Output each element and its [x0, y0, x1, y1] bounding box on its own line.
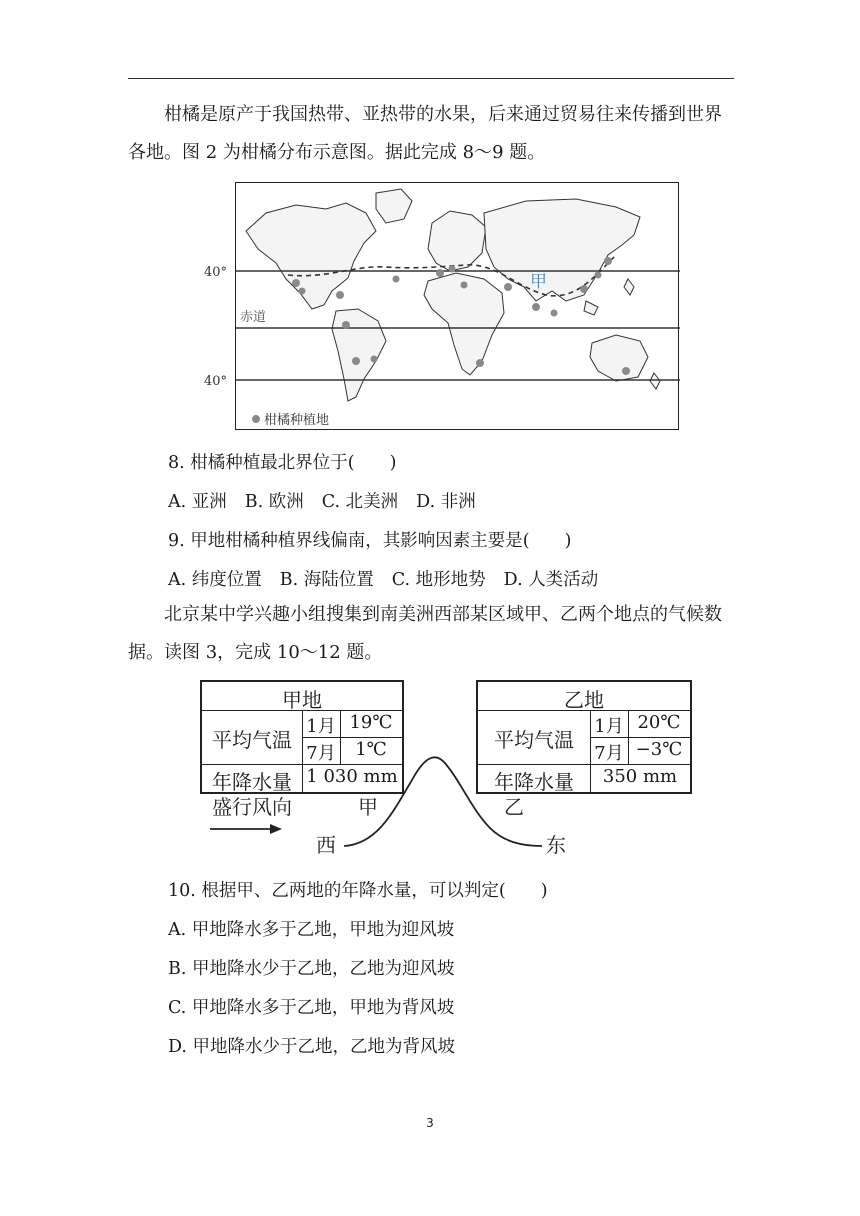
- yi-t7: −3℃: [635, 739, 683, 760]
- q8-options: [168, 488, 494, 513]
- q8-option-b: B. 欧洲: [244, 492, 304, 512]
- q10-option-d: D. 甲地降水少于乙地，乙地为背风坡: [168, 1037, 456, 1057]
- yi-title: 乙地: [564, 688, 604, 712]
- q9-option-c: C. 地形地势: [391, 570, 486, 590]
- jia-title: 甲地: [282, 688, 322, 712]
- q8-option-a: A. 亚洲: [168, 492, 227, 512]
- wind-arrow-head: [270, 824, 282, 834]
- jia-t1: 19℃: [349, 712, 393, 733]
- jia-m1: 1月: [306, 716, 336, 737]
- jia-m7: 7月: [306, 743, 336, 764]
- yi-rain-label: 年降水量: [494, 770, 574, 794]
- yi-t1: 20℃: [637, 712, 681, 733]
- legend-label: 柑橘种植地: [264, 413, 330, 428]
- greenland-shape: [376, 189, 412, 223]
- north-america-shape: [246, 203, 376, 309]
- yi-rain: 350 mm: [602, 766, 678, 787]
- mountain-profile-svg: [198, 740, 598, 865]
- citrus-distribution-map: [204, 182, 679, 430]
- yi-temp-label: 平均气温: [494, 728, 574, 752]
- equator-label: 赤道: [240, 310, 267, 325]
- lat-40n-label: 40°: [204, 265, 228, 280]
- south-america-shape: [332, 309, 386, 401]
- q8-option-c: C. 北美洲: [321, 492, 399, 512]
- legend-spot: [252, 415, 260, 423]
- q10-option-c: C. 甲地降水多于乙地，甲地为背风坡: [168, 998, 455, 1018]
- intro-text: 柑橘是原产于我国热带、亚热带的水果，后来通过贸易往来传播到世界各地。图 2 为柑橘分布示意图。据此完成 8～9 题。: [128, 104, 722, 163]
- east-label: 东: [546, 833, 566, 857]
- q9-stem: 9. 甲地柑橘种植界线偏南，其影响因素主要是( ): [168, 531, 572, 551]
- q10-stem: 10. 根据甲、乙两地的年降水量，可以判定( ): [168, 881, 548, 901]
- q8-stem: 8. 柑橘种植最北界位于( ): [168, 453, 397, 473]
- q9-option-a: A. 纬度位置: [168, 570, 262, 590]
- q8-option-d: D. 非洲: [416, 492, 476, 512]
- intro-paragraph-climate: [128, 596, 738, 672]
- header-rule: [128, 78, 734, 79]
- q9-options: [168, 566, 616, 591]
- west-label: 西: [316, 833, 336, 857]
- intro-paragraph-citrus: [128, 96, 738, 172]
- australia-shape: [590, 335, 648, 381]
- world-map-svg: [204, 183, 680, 431]
- q9-option-b: B. 海陆位置: [279, 570, 374, 590]
- q10-option-b: B. 甲地降水少于乙地，乙地为迎风坡: [168, 959, 455, 979]
- jia-temp-label: 平均气温: [212, 728, 292, 752]
- lat-40s-label: 40°: [204, 374, 228, 389]
- yi-m7: 7月: [594, 743, 624, 764]
- jia-rain-label: 年降水量: [212, 770, 292, 794]
- q10-option-a: A. 甲地降水多于乙地，甲地为迎风坡: [168, 920, 455, 940]
- page-number: 3: [426, 1116, 434, 1130]
- jia-t7: 1℃: [355, 739, 387, 760]
- jia-map-label: 甲: [530, 272, 547, 292]
- q9-option-d: D. 人类活动: [503, 570, 599, 590]
- wind-label: 盛行风向: [212, 795, 292, 819]
- jia-point-label: 甲: [358, 795, 378, 819]
- yi-point-label: 乙: [504, 795, 524, 819]
- europe-shape: [428, 211, 486, 271]
- yi-m1: 1月: [594, 716, 624, 737]
- jia-rain: 1 030 mm: [306, 766, 398, 787]
- intro2-text: 北京某中学兴趣小组搜集到南美洲西部某区域甲、乙两个地点的气候数据。读图 3，完成 10～12 题。: [128, 604, 722, 663]
